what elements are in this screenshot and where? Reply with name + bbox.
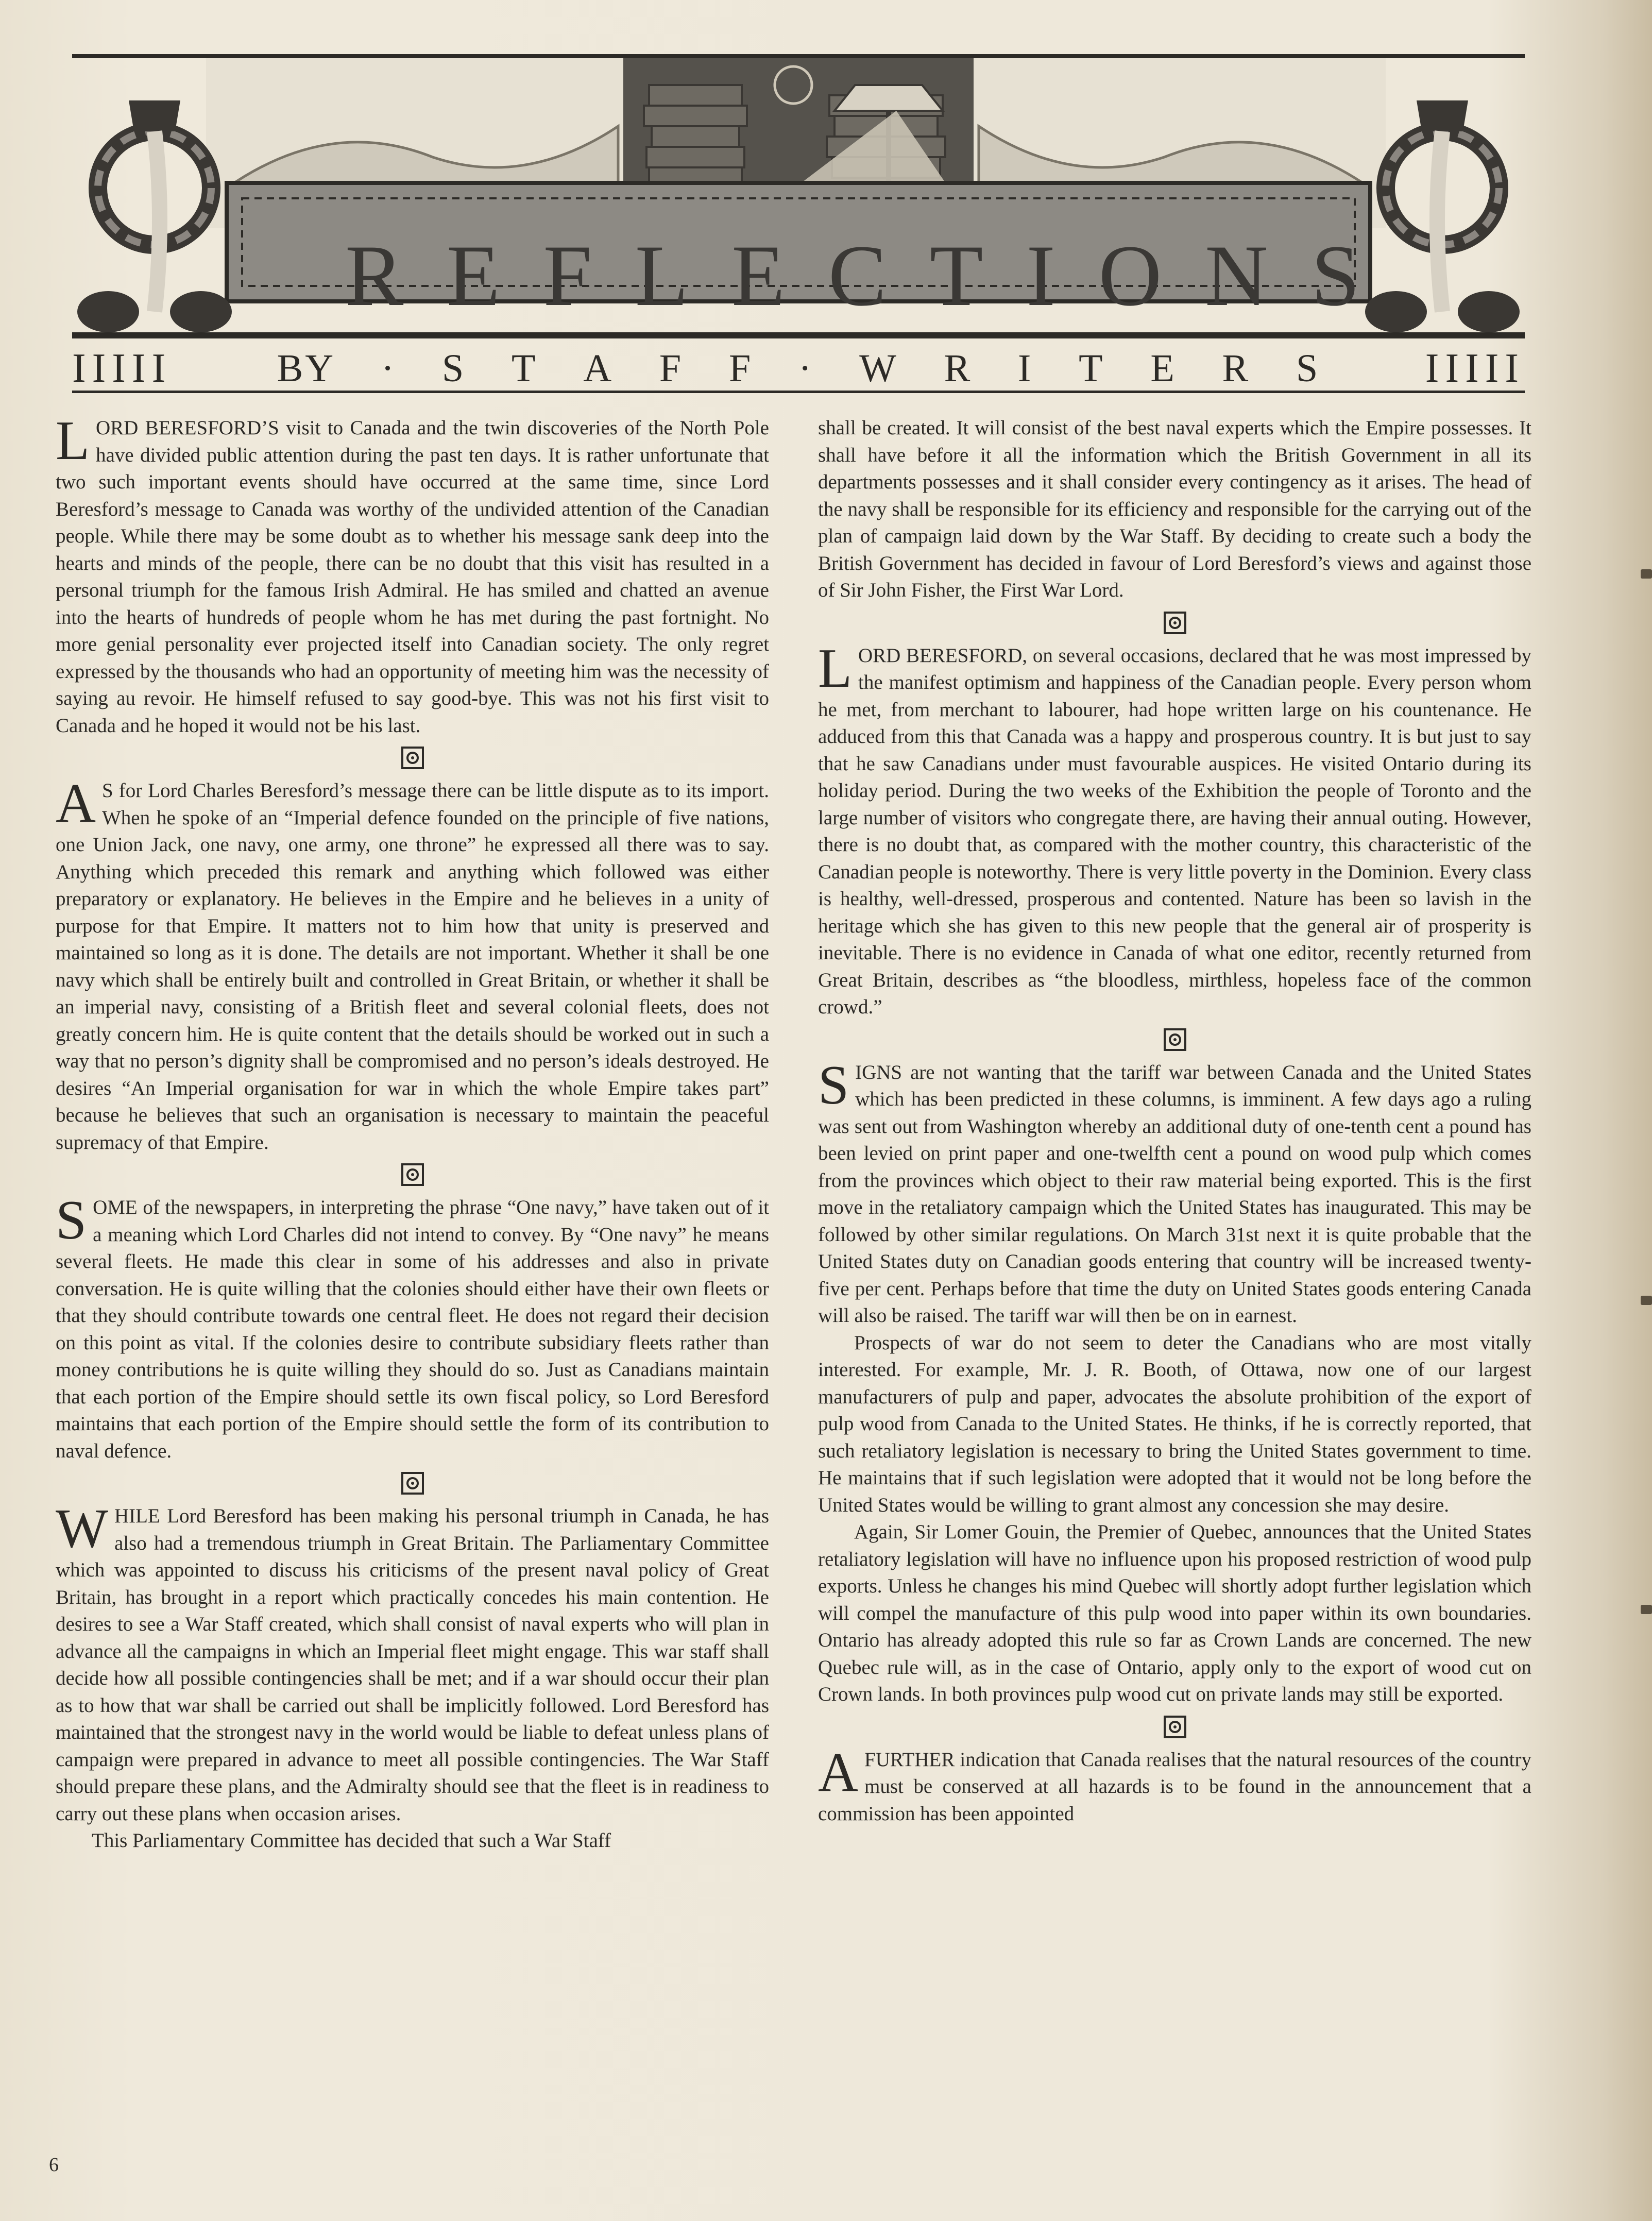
section-ornament-icon — [1164, 1028, 1186, 1051]
byline-char: R — [944, 346, 973, 390]
article-paragraph — [818, 1330, 1531, 1519]
masthead-title — [314, 224, 1396, 327]
page-edge-mark — [1641, 569, 1652, 579]
drop-cap: W — [56, 1498, 108, 1559]
paragraph-text: HILE Lord Beresford has been making his personal triumph in Canada, he has also had a tremendous triumph in Great Britain. The Parliamentary Committee which was appointed to discuss his criticisms of the present naval policy of Great Britain, has brought in a report which practically concedes his main contention. He desires to see a War Staff created, which shall consist of naval experts who will plan in advance all the campaigns in which an Imperial fleet might engage. This war staff shall decide how all possible contingencies shall be met; and if a war should occur their plan as to how that war shall be carried out shall be implicitly followed. Lord Beresford has maintained that the strongest navy in the world would be liable to defeat unless plans of campaign were prepared in advance to meet all possible contingencies. The War Staff should prepare these plans, and the Admiralty should see that the fleet is in readiness to carry out these plans when occasion arises. — [56, 1505, 769, 1825]
byline — [172, 346, 1425, 391]
page-edge-mark — [1641, 1296, 1652, 1305]
header-rule — [72, 391, 1525, 393]
article-paragraph — [56, 1827, 769, 1855]
byline-char: S — [1296, 346, 1320, 390]
title-letter: E — [447, 227, 505, 324]
article-paragraph — [818, 637, 1531, 1021]
drop-cap: S — [818, 1054, 849, 1116]
byline-char: · — [798, 346, 814, 390]
right-column — [818, 415, 1531, 1827]
article-paragraph — [56, 773, 769, 1156]
byline-char: · — [381, 346, 397, 390]
byline-char: I — [1018, 346, 1033, 390]
article-paragraph — [818, 1054, 1531, 1330]
byline-char: R — [1222, 346, 1251, 390]
byline-char: F — [659, 346, 684, 390]
article-paragraph — [56, 410, 769, 739]
paragraph-text: ORD BERESFORD, on several occasions, declared that he was most impressed by the manifest optimism and happiness of the Canadian people. Every person whom he met, from merchant to labourer, had hope written large on his countenance. He adduced from this that Canada was a happy and prosperous country. It is but just to say that he saw Canadians under must favourable auspices. He visited Ontario during its holiday period. During the two weeks of the Exhibition the people of Toronto and the large number of visitors who congregate there, are having their annual outing. However, there is no doubt that, as compared with the mother country, this characteristic of the Canadian people is noteworthy. There is very little poverty in the Dominion. Every class is healthy, well-dressed, prosperous and contented. Nature has been so lavish in the heritage which she has given to this new people that the general air of prosperity is inevitable. There is no evidence in Canada of what one editor, recently returned from Great Britain, describes as “the bloodless, mirthless, hopeless face of the common crowd.” — [818, 644, 1531, 1018]
title-letter: R — [345, 227, 409, 324]
tally-ornament-left: ІІІІІ — [72, 345, 172, 391]
paragraph-text: S for Lord Charles Beresford’s message there can be little dispute as to its import. When he spoke of an “Imperial defence founded on the principle of five nations, one Union Jack, one navy, one army, one throne” he expressed all there was to say. Anything which preceded this remark and anything which followed was either preparatory or explanatory. He believes in the Empire and he believes in a unity of purpose for that Empire. It matters not to him how that unity is preserved and maintained so long as it is done. The details are not important. Whether it shall be one navy which shall be entirely built and controlled in Great Britain, or whether it shall be an imperial navy, consisting of a British fleet and several colonial fleets, does not greatly concern him. He is quite content that the details should be worked out in such a way that no person’s dignity shall be compromised and no person’s ideals destroyed. He desires “An Imperial organisation for war in which the whole Empire takes part” because he believes that such an organisation is necessary to maintain the peaceful supremacy of that Empire. — [56, 779, 769, 1154]
section-ornament-icon — [401, 1472, 424, 1495]
byline-char: A — [583, 346, 614, 390]
title-letter: O — [1098, 227, 1167, 324]
byline-char: F — [728, 346, 753, 390]
byline-char: E — [1150, 346, 1177, 390]
page-number: 6 — [49, 2154, 59, 2176]
title-letter: L — [635, 227, 694, 324]
title-letter: N — [1205, 227, 1273, 324]
byline-char: BY — [277, 346, 336, 390]
header-banner — [72, 54, 1525, 353]
paragraph-text: FURTHER indication that Canada realises that the natural resources of the country must be conserved at all hazards is to be found in the announcement that a commission has been appointed — [818, 1748, 1531, 1825]
byline-char: T — [512, 346, 538, 390]
drop-cap: A — [818, 1741, 858, 1803]
article-paragraph — [56, 1190, 769, 1465]
title-letter: E — [731, 227, 791, 324]
paragraph-text: ORD BERESFORD’S visit to Canada and the twin discoveries of the North Pole have divided public attention during the past ten days. It is rather unfortunate that two such important events should have occurred at the same time, since Lord Beresford’s message to Canada was worthy of the undivided attention of the Canadian people. While there may be some doubt as to whether his message sank deep into the hearts and minds of the people, there can be no doubt that this visit has resulted in a personal triumph for the famous Irish Admiral. He has smiled and chatted an avenue into the hearts of hundreds of people whom he has met during the past fortnight. No more genial personality ever projected itself into Canadian society. The only regret expressed by the thousands who had an opportunity of meeting him was the necessity of saying au revoir. He himself refused to say good-bye. This was not his first visit to Canada and he hoped it would not be his last. — [56, 417, 769, 737]
byline-row — [72, 345, 1525, 392]
byline-char: S — [442, 346, 466, 390]
article-paragraph — [818, 1519, 1531, 1708]
drop-cap: S — [56, 1190, 87, 1251]
paragraph-text: shall be created. It will consist of the best naval experts which the Empire possesses. It shall have before it all the information which the British Government in all its departments possesses and it shall consider every contingency as it arises. The head of the navy shall be responsible for its efficiency and responsible for the carrying out of the plan of campaign laid down by the War Staff. By deciding to create such a body the British Government has decided in favour of Lord Beresford’s views and against those of Sir John Fisher, the First War Lord. — [818, 417, 1531, 601]
byline-char: T — [1079, 346, 1105, 390]
drop-cap: L — [56, 410, 90, 471]
paragraph-text: IGNS are not wanting that the tariff war between Canada and the United States which has been predicted in these columns, is imminent. A few days ago a ruling was sent out from Washington whereby an additional duty of one-tenth cent a pound has been levied on print paper and one-twelfth cent a pound on wood pulp which comes from the provinces which object to their raw material being exported. This is the first move in the retaliatory campaign which the United States has inaugurated. This may be followed by other similar regulations. On March 31st next it is quite probable that the United States duty on Canadian goods entering that country will be increased twenty-five per cent. Perhaps before that time the duty on United States goods entering Canada will also be raised. The tariff war will then be on in earnest. — [818, 1061, 1531, 1327]
section-ornament-icon — [1164, 612, 1186, 634]
paragraph-text: Prospects of war do not seem to deter the Canadians who are most vitally interested. For example, Mr. J. R. Booth, of Ottawa, now one of our largest manufacturers of pulp and paper, advocates the absolute prohibition of the export of pulp wood from Canada to the United States. He thinks, if he is correctly reported, that such retaliatory legislation is necessary to bring the United States government to time. He maintains that if such legislation were adopted that it would not be long before the United States would be willing to grant almost any concession she may desire. — [818, 1331, 1531, 1516]
title-letter: F — [543, 227, 598, 324]
left-column — [56, 410, 769, 1855]
article-paragraph — [818, 1741, 1531, 1828]
article-paragraph — [818, 415, 1531, 604]
title-letter: C — [828, 227, 892, 324]
drop-cap: A — [56, 773, 96, 834]
paragraph-text: Again, Sir Lomer Gouin, the Premier of Quebec, announces that the United States retaliatory legislation will have no influence upon his proposed restriction of wood pulp exports. Unless he changes his mind Quebec will shortly adopt further legislation which will compel the manufacture of this pulp wood into paper within its own boundaries. Ontario has already adopted this rule so far as Crown Lands are concerned. The new Quebec rule will, as in the case of Ontario, apply only to the export of wood cut on Crown lands. In both provinces pulp wood cut on private lands may still be exported. — [818, 1521, 1531, 1705]
section-ornament-icon — [1164, 1716, 1186, 1738]
tally-ornament-right: ІІІІІ — [1425, 345, 1525, 391]
drop-cap: L — [818, 637, 852, 699]
title-letter: S — [1311, 227, 1365, 324]
paragraph-text: This Parliamentary Committee has decided that such a War Staff — [92, 1829, 611, 1852]
section-ornament-icon — [401, 1163, 424, 1186]
byline-char: W — [859, 346, 898, 390]
page-edge-mark — [1641, 1605, 1652, 1614]
article-paragraph — [56, 1498, 769, 1827]
title-letter: I — [1026, 227, 1061, 324]
title-letter: T — [929, 227, 989, 324]
paragraph-text: OME of the newspapers, in interpreting the phrase “One navy,” have taken out of it a meaning which Lord Charles did not intend to convey. By “One navy” he means several fleets. He made this clear in some of his addresses and also in private conversation. He is quite willing that the colonies should either have their own fleets or that they should contribute towards one central fleet. He does not regard their decision on this point as vital. If the colonies desire to contribute subsidiary fleets rather than money contributions he is quite willing they should do so. Just as Canadians maintain that each portion of the Empire should settle its own fiscal policy, so Lord Beresford maintains that each portion of the Empire should settle the form of its contribution to naval defence. — [56, 1196, 769, 1462]
section-ornament-icon — [401, 747, 424, 769]
